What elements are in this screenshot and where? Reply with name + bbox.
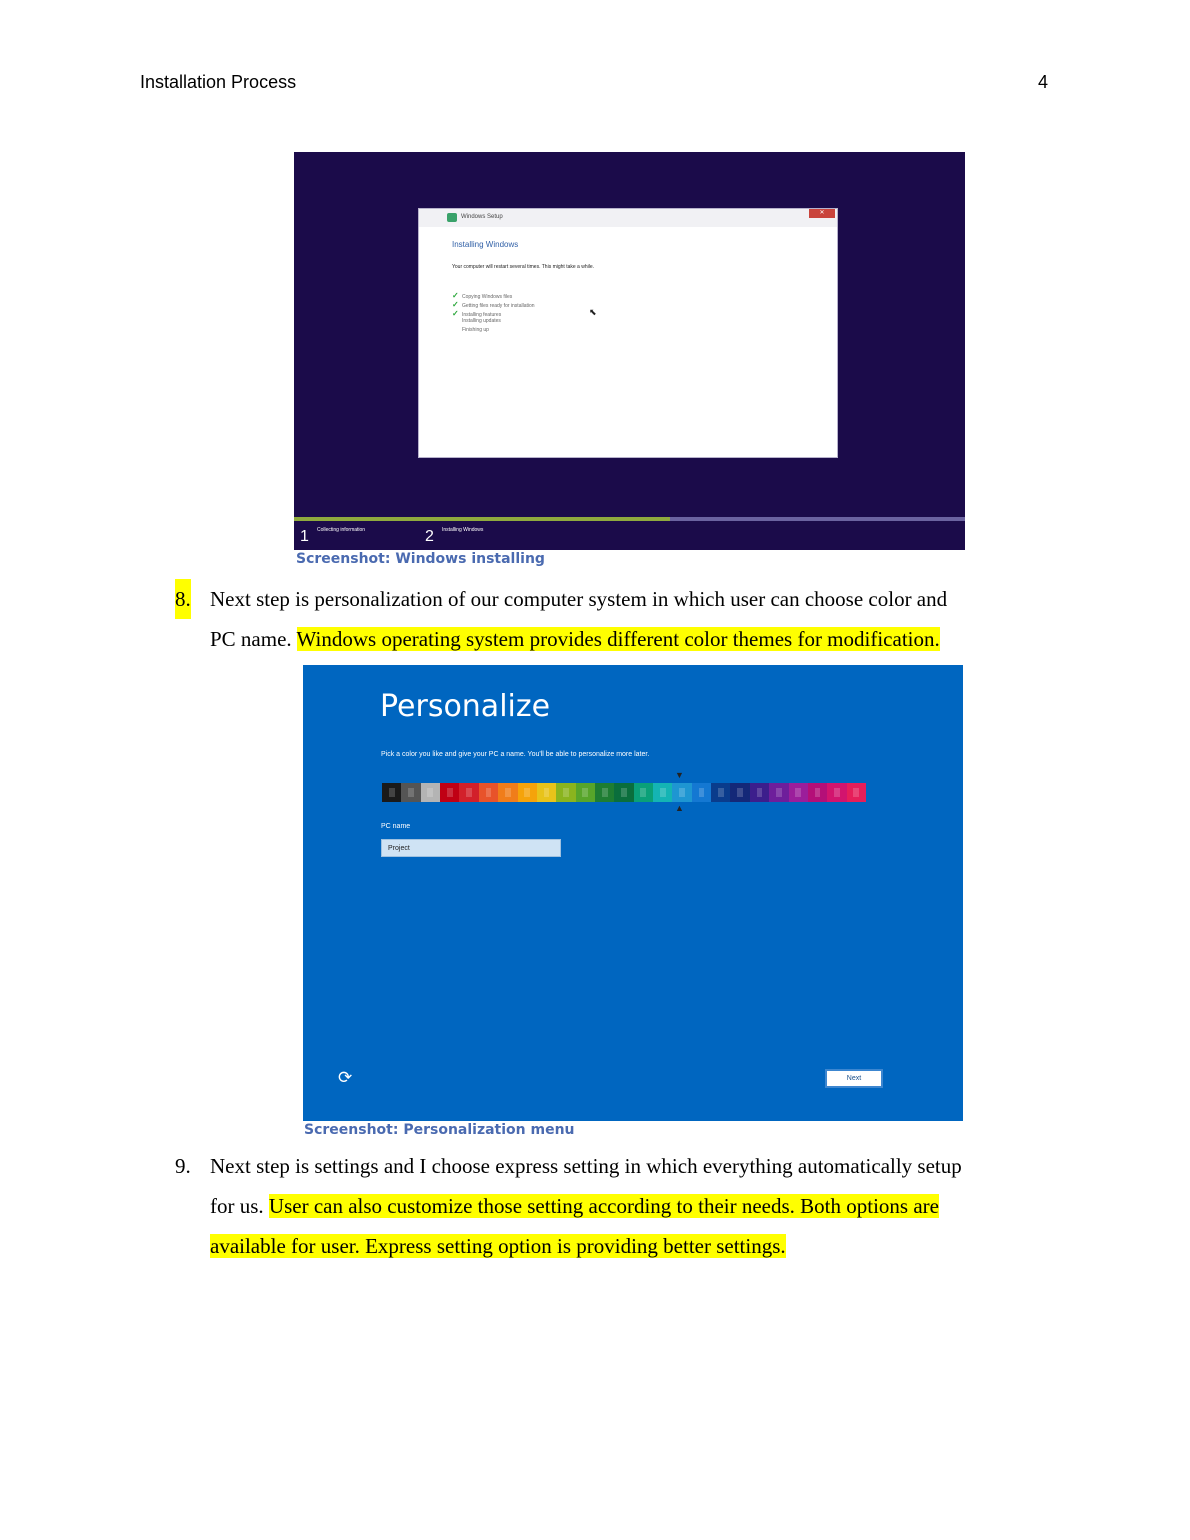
- color-swatch[interactable]: [556, 783, 575, 802]
- color-swatch[interactable]: [479, 783, 498, 802]
- swatch-highlight: [699, 788, 705, 798]
- install-step: Installing updates: [462, 318, 501, 324]
- swatch-highlight: [737, 788, 743, 798]
- install-step: ✓ Copying Windows files: [452, 291, 513, 300]
- swatch-highlight: [505, 788, 511, 798]
- setup-title-bar: [419, 209, 837, 227]
- swatch-highlight: [544, 788, 550, 798]
- close-icon[interactable]: ✕: [809, 209, 835, 218]
- color-swatch[interactable]: [614, 783, 633, 802]
- color-swatch[interactable]: [440, 783, 459, 802]
- color-swatch[interactable]: [498, 783, 517, 802]
- swatch-highlight: [466, 788, 472, 798]
- swatch-highlight: [602, 788, 608, 798]
- color-swatch[interactable]: [421, 783, 440, 802]
- item9-line1: Next step is settings and I choose express setting in which everything automatically setup: [210, 1154, 962, 1178]
- windows-setup-window: [418, 208, 838, 458]
- installing-heading: Installing Windows: [452, 240, 519, 249]
- color-swatch[interactable]: [595, 783, 614, 802]
- list-number-9: 9.: [175, 1154, 191, 1178]
- palette-selector-up-icon: ▲: [675, 803, 684, 813]
- running-header-title: Installation Process: [140, 72, 297, 92]
- color-swatch[interactable]: [634, 783, 653, 802]
- swatch-highlight: [486, 788, 492, 798]
- color-swatch[interactable]: [827, 783, 846, 802]
- caption-windows-installing: Screenshot: Windows installing: [296, 551, 545, 567]
- color-swatch[interactable]: [672, 783, 691, 802]
- color-swatch[interactable]: [382, 783, 401, 802]
- color-swatch[interactable]: [711, 783, 730, 802]
- color-swatch[interactable]: [576, 783, 595, 802]
- swatch-highlight: [621, 788, 627, 798]
- swatch-highlight: [718, 788, 724, 798]
- check-icon: ✓: [452, 300, 459, 309]
- personalize-subtitle: Pick a color you like and give your PC a name. You'll be able to personalize more later.: [381, 751, 650, 758]
- swatch-highlight: [660, 788, 666, 798]
- item8-line1: Next step is personalization of our computer system in which user can choose color and: [210, 587, 948, 611]
- install-step: ✓ Getting files ready for installation: [452, 300, 535, 309]
- color-palette[interactable]: [382, 783, 866, 802]
- palette-selector-down-icon: ▼: [675, 770, 684, 780]
- swatch-highlight: [408, 788, 414, 798]
- paragraph-item-9: [210, 1146, 1050, 1266]
- item9-line2-plain: for us.: [210, 1194, 269, 1218]
- setup-progress-fill: [294, 517, 670, 521]
- swatch-highlight: [679, 788, 685, 798]
- pc-name-input[interactable]: Project: [381, 839, 561, 857]
- swatch-highlight: [563, 788, 569, 798]
- swatch-highlight: [640, 788, 646, 798]
- swatch-highlight: [795, 788, 801, 798]
- color-swatch[interactable]: [730, 783, 749, 802]
- swatch-highlight: [427, 788, 433, 798]
- color-swatch[interactable]: [847, 783, 866, 802]
- windows-setup-icon: [447, 213, 457, 222]
- swatch-highlight: [389, 788, 395, 798]
- installing-description: Your computer will restart several times. This might take a while.: [452, 264, 594, 270]
- next-button[interactable]: Next: [825, 1069, 883, 1088]
- personalize-screenshot: [303, 665, 963, 1121]
- color-swatch[interactable]: [808, 783, 827, 802]
- color-swatch[interactable]: [789, 783, 808, 802]
- install-step: ✓ Installing features: [452, 309, 502, 318]
- install-step: Finishing up: [462, 327, 489, 333]
- item9-highlight-2: available for user. Express setting option is providing better settings.: [210, 1234, 786, 1258]
- swatch-highlight: [834, 788, 840, 798]
- item9-highlight-1: User can also customize those setting according to their needs. Both options are: [268, 1194, 939, 1218]
- setup-window-title: Windows Setup: [461, 214, 503, 220]
- swatch-highlight: [815, 788, 821, 798]
- ease-of-access-icon[interactable]: ⟳: [338, 1068, 353, 1088]
- windows-installing-screenshot: Windows Setup ✕ Installing Windows Your computer will restart several times. This might take a while. ✓ Copying Windows files ✓ Getting files ready for installation ✓ Installing features Installing updates Finishing up ⬉ 1 Collecting information 2 Installing Windows: [294, 152, 965, 550]
- swatch-highlight: [447, 788, 453, 798]
- list-number-8: 8.: [175, 579, 191, 619]
- paragraph-item-8: [210, 579, 1050, 659]
- color-swatch[interactable]: [518, 783, 537, 802]
- swatch-highlight: [582, 788, 588, 798]
- color-swatch[interactable]: [692, 783, 711, 802]
- caption-personalization-menu: Screenshot: Personalization menu: [304, 1122, 575, 1138]
- personalize-title: Personalize: [380, 689, 551, 724]
- color-swatch[interactable]: [750, 783, 769, 802]
- mouse-cursor-icon: ⬉: [589, 307, 597, 317]
- swatch-highlight: [757, 788, 763, 798]
- check-icon: ✓: [452, 291, 459, 300]
- page-number: 4: [1038, 72, 1049, 92]
- color-swatch[interactable]: [401, 783, 420, 802]
- pc-name-label: PC name: [381, 823, 411, 830]
- swatch-highlight: [524, 788, 530, 798]
- swatch-highlight: [853, 788, 859, 798]
- color-swatch[interactable]: [537, 783, 556, 802]
- check-icon: ✓: [452, 309, 459, 318]
- color-swatch[interactable]: [653, 783, 672, 802]
- swatch-highlight: [776, 788, 782, 798]
- color-swatch[interactable]: [769, 783, 788, 802]
- item8-line2-plain: PC name.: [210, 627, 297, 651]
- setup-progress-bar: [294, 517, 965, 521]
- color-swatch[interactable]: [459, 783, 478, 802]
- item8-highlight: Windows operating system provides different color themes for modification.: [296, 627, 940, 651]
